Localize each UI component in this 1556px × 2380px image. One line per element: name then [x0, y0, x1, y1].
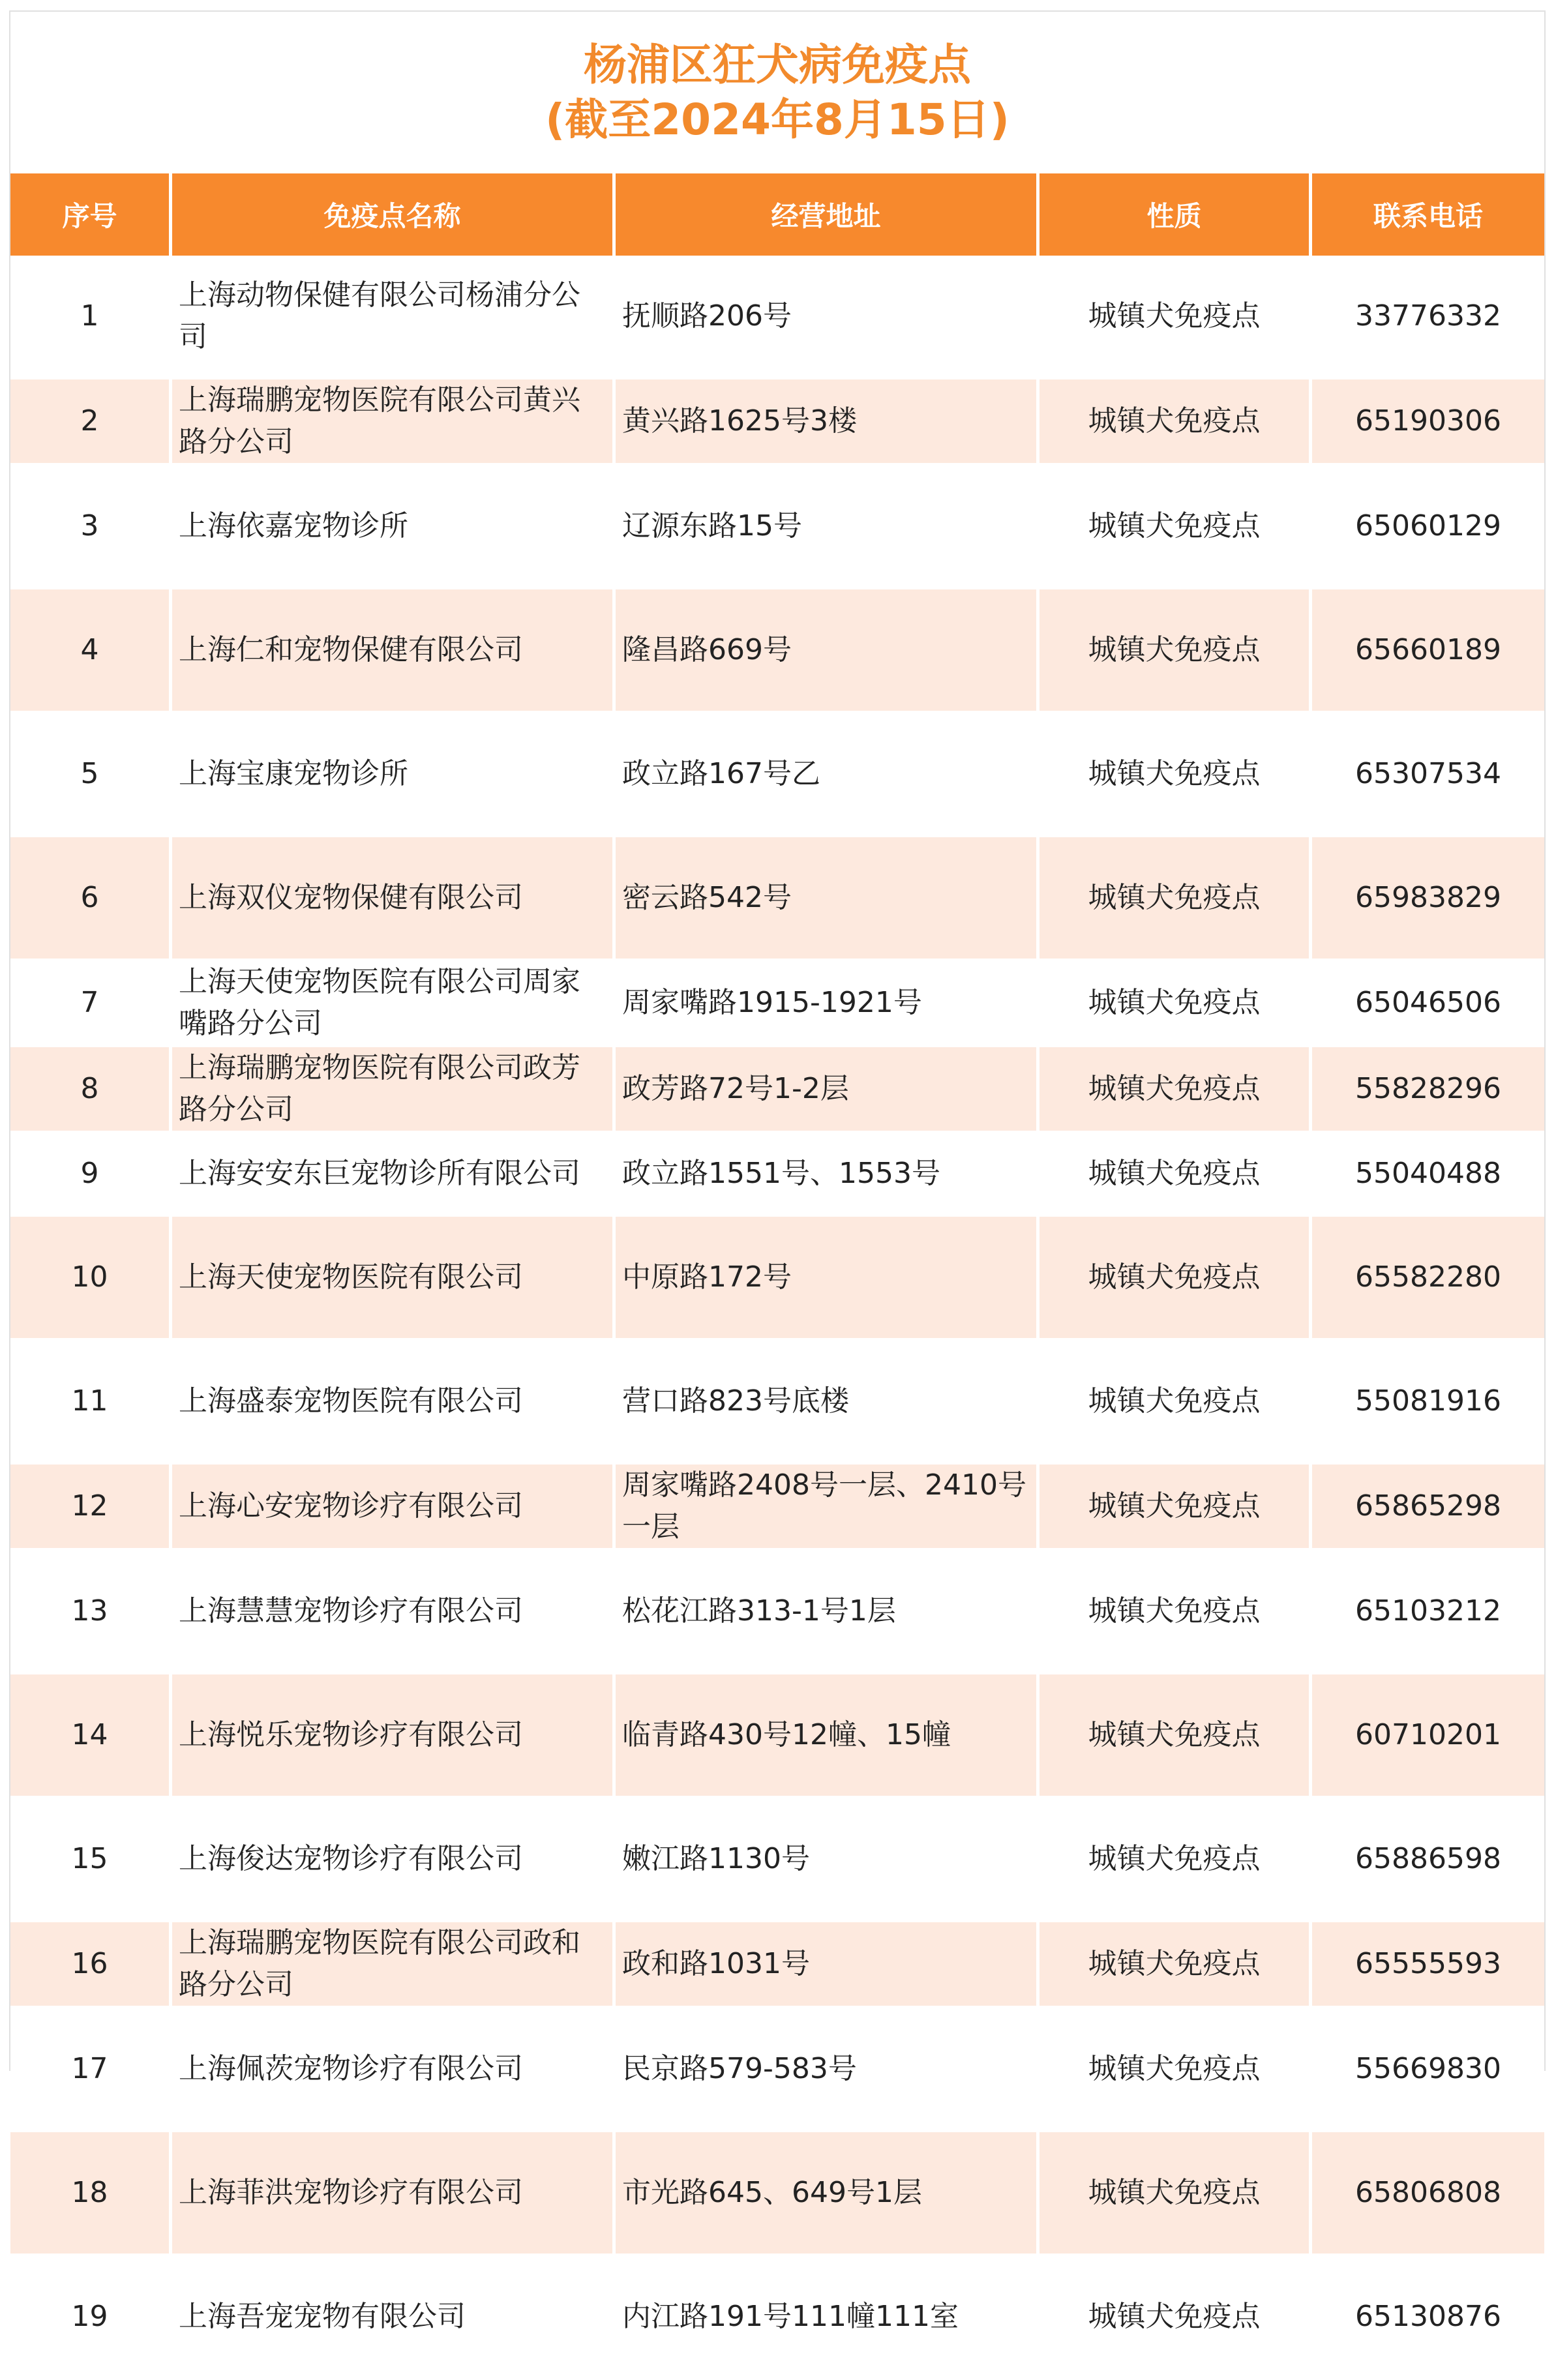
cell-address: 周家嘴路2408号一层、2410号一层: [616, 1465, 1040, 1551]
table-row: [10, 589, 1544, 713]
title-line-1: 杨浦区狂犬病免疫点: [584, 40, 971, 90]
cell-type: 城镇犬免疫点: [1040, 1133, 1312, 1217]
cell-address: 政芳路72号1-2层: [616, 1047, 1040, 1133]
document-sheet: [9, 10, 1546, 2333]
cell-no: 7: [10, 961, 172, 1047]
table-row: [10, 1922, 1544, 2008]
immunization-points-table: [10, 173, 1544, 2380]
cell-phone: 55828296: [1312, 1047, 1544, 1133]
cell-type: 城镇犬免疫点: [1040, 256, 1312, 379]
table-row: [10, 961, 1544, 1047]
header-type: 性质: [1040, 173, 1312, 256]
cell-name: 上海安安东巨宠物诊所有限公司: [172, 1133, 616, 1217]
header-row: [10, 173, 1544, 256]
cell-name: 上海菲洪宠物诊疗有限公司: [172, 2132, 616, 2256]
cell-name: 上海吾宠宠物有限公司: [172, 2256, 616, 2380]
cell-name: 上海瑞鹏宠物医院有限公司政和路分公司: [172, 1922, 616, 2008]
page-title: [10, 12, 1544, 173]
cell-phone: 65103212: [1312, 1551, 1544, 1674]
table-row: [10, 256, 1544, 379]
cell-phone: 65582280: [1312, 1217, 1544, 1341]
cell-phone: 55081916: [1312, 1341, 1544, 1465]
cell-phone: 65555593: [1312, 1922, 1544, 2008]
table-row: [10, 1465, 1544, 1551]
cell-address: 政和路1031号: [616, 1922, 1040, 2008]
table-row: [10, 466, 1544, 589]
cell-address: 隆昌路669号: [616, 589, 1040, 713]
cell-address: 内江路191号111幢111室: [616, 2256, 1040, 2380]
table-body: [10, 256, 1544, 2380]
cell-no: 18: [10, 2132, 172, 2256]
cell-phone: 65130876: [1312, 2256, 1544, 2380]
cell-phone: 65307534: [1312, 713, 1544, 837]
cell-address: 抚顺路206号: [616, 256, 1040, 379]
cell-no: 6: [10, 837, 172, 961]
cell-name: 上海仁和宠物保健有限公司: [172, 589, 616, 713]
cell-phone: 55669830: [1312, 2008, 1544, 2132]
cell-address: 嫩江路1130号: [616, 1798, 1040, 1922]
cell-no: 8: [10, 1047, 172, 1133]
cell-name: 上海心安宠物诊疗有限公司: [172, 1465, 616, 1551]
cell-phone: 65983829: [1312, 837, 1544, 961]
cell-address: 中原路172号: [616, 1217, 1040, 1341]
cell-type: 城镇犬免疫点: [1040, 1465, 1312, 1551]
header-name: 免疫点名称: [172, 173, 616, 256]
cell-type: 城镇犬免疫点: [1040, 466, 1312, 589]
cell-no: 10: [10, 1217, 172, 1341]
cell-type: 城镇犬免疫点: [1040, 1922, 1312, 2008]
cell-type: 城镇犬免疫点: [1040, 589, 1312, 713]
table-row: [10, 379, 1544, 466]
cell-no: 5: [10, 713, 172, 837]
cell-address: 周家嘴路1915-1921号: [616, 961, 1040, 1047]
cell-name: 上海盛泰宠物医院有限公司: [172, 1341, 616, 1465]
cell-type: 城镇犬免疫点: [1040, 1047, 1312, 1133]
cell-type: 城镇犬免疫点: [1040, 961, 1312, 1047]
cell-no: 3: [10, 466, 172, 589]
cell-no: 12: [10, 1465, 172, 1551]
cell-address: 辽源东路15号: [616, 466, 1040, 589]
cell-address: 松花江路313-1号1层: [616, 1551, 1040, 1674]
cell-phone: 65190306: [1312, 379, 1544, 466]
cell-no: 13: [10, 1551, 172, 1674]
cell-type: 城镇犬免疫点: [1040, 1341, 1312, 1465]
table-row: [10, 2008, 1544, 2132]
table-row: [10, 2256, 1544, 2380]
cell-phone: 65060129: [1312, 466, 1544, 589]
cell-type: 城镇犬免疫点: [1040, 837, 1312, 961]
cell-no: 19: [10, 2256, 172, 2380]
cell-name: 上海宝康宠物诊所: [172, 713, 616, 837]
cell-name: 上海瑞鹏宠物医院有限公司黄兴路分公司: [172, 379, 616, 466]
cell-phone: 65660189: [1312, 589, 1544, 713]
cell-no: 11: [10, 1341, 172, 1465]
cell-no: 17: [10, 2008, 172, 2132]
header-address: 经营地址: [616, 173, 1040, 256]
cell-type: 城镇犬免疫点: [1040, 379, 1312, 466]
cell-no: 16: [10, 1922, 172, 2008]
cell-address: 黄兴路1625号3楼: [616, 379, 1040, 466]
cell-name: 上海天使宠物医院有限公司周家嘴路分公司: [172, 961, 616, 1047]
cell-name: 上海双仪宠物保健有限公司: [172, 837, 616, 961]
cell-no: 4: [10, 589, 172, 713]
cell-name: 上海瑞鹏宠物医院有限公司政芳路分公司: [172, 1047, 616, 1133]
cell-phone: 65886598: [1312, 1798, 1544, 1922]
cell-type: 城镇犬免疫点: [1040, 1217, 1312, 1341]
cell-no: 14: [10, 1674, 172, 1798]
cell-phone: 65046506: [1312, 961, 1544, 1047]
table-row: [10, 1133, 1544, 1217]
cell-phone: 33776332: [1312, 256, 1544, 379]
table-row: [10, 1047, 1544, 1133]
cell-address: 临青路430号12幢、15幢: [616, 1674, 1040, 1798]
cell-address: 营口路823号底楼: [616, 1341, 1040, 1465]
cell-type: 城镇犬免疫点: [1040, 713, 1312, 837]
cell-name: 上海佩茨宠物诊疗有限公司: [172, 2008, 616, 2132]
cell-address: 政立路167号乙: [616, 713, 1040, 837]
cell-address: 政立路1551号、1553号: [616, 1133, 1040, 1217]
cell-no: 15: [10, 1798, 172, 1922]
cell-no: 1: [10, 256, 172, 379]
header-no: 序号: [10, 173, 172, 256]
cell-type: 城镇犬免疫点: [1040, 2256, 1312, 2380]
cell-type: 城镇犬免疫点: [1040, 2132, 1312, 2256]
table-header: [10, 173, 1544, 256]
table-row: [10, 1798, 1544, 1922]
title-line-2: (截至2024年8月15日): [545, 95, 1010, 145]
table-row: [10, 1674, 1544, 1798]
cell-phone: 65806808: [1312, 2132, 1544, 2256]
cell-address: 民京路579-583号: [616, 2008, 1040, 2132]
cell-type: 城镇犬免疫点: [1040, 1674, 1312, 1798]
cell-no: 2: [10, 379, 172, 466]
table-row: [10, 1341, 1544, 1465]
cell-name: 上海依嘉宠物诊所: [172, 466, 616, 589]
cell-type: 城镇犬免疫点: [1040, 1551, 1312, 1674]
cell-name: 上海动物保健有限公司杨浦分公司: [172, 256, 616, 379]
cell-name: 上海慧慧宠物诊疗有限公司: [172, 1551, 616, 1674]
cell-address: 密云路542号: [616, 837, 1040, 961]
header-phone: 联系电话: [1312, 173, 1544, 256]
cell-address: 市光路645、649号1层: [616, 2132, 1040, 2256]
cell-phone: 60710201: [1312, 1674, 1544, 1798]
table-row: [10, 2132, 1544, 2256]
cell-name: 上海天使宠物医院有限公司: [172, 1217, 616, 1341]
cell-type: 城镇犬免疫点: [1040, 1798, 1312, 1922]
cell-name: 上海俊达宠物诊疗有限公司: [172, 1798, 616, 1922]
cell-phone: 65865298: [1312, 1465, 1544, 1551]
cell-no: 9: [10, 1133, 172, 1217]
cell-phone: 55040488: [1312, 1133, 1544, 1217]
cell-name: 上海悦乐宠物诊疗有限公司: [172, 1674, 616, 1798]
table-row: [10, 1217, 1544, 1341]
table-row: [10, 837, 1544, 961]
cell-type: 城镇犬免疫点: [1040, 2008, 1312, 2132]
table-row: [10, 1551, 1544, 1674]
table-row: [10, 713, 1544, 837]
